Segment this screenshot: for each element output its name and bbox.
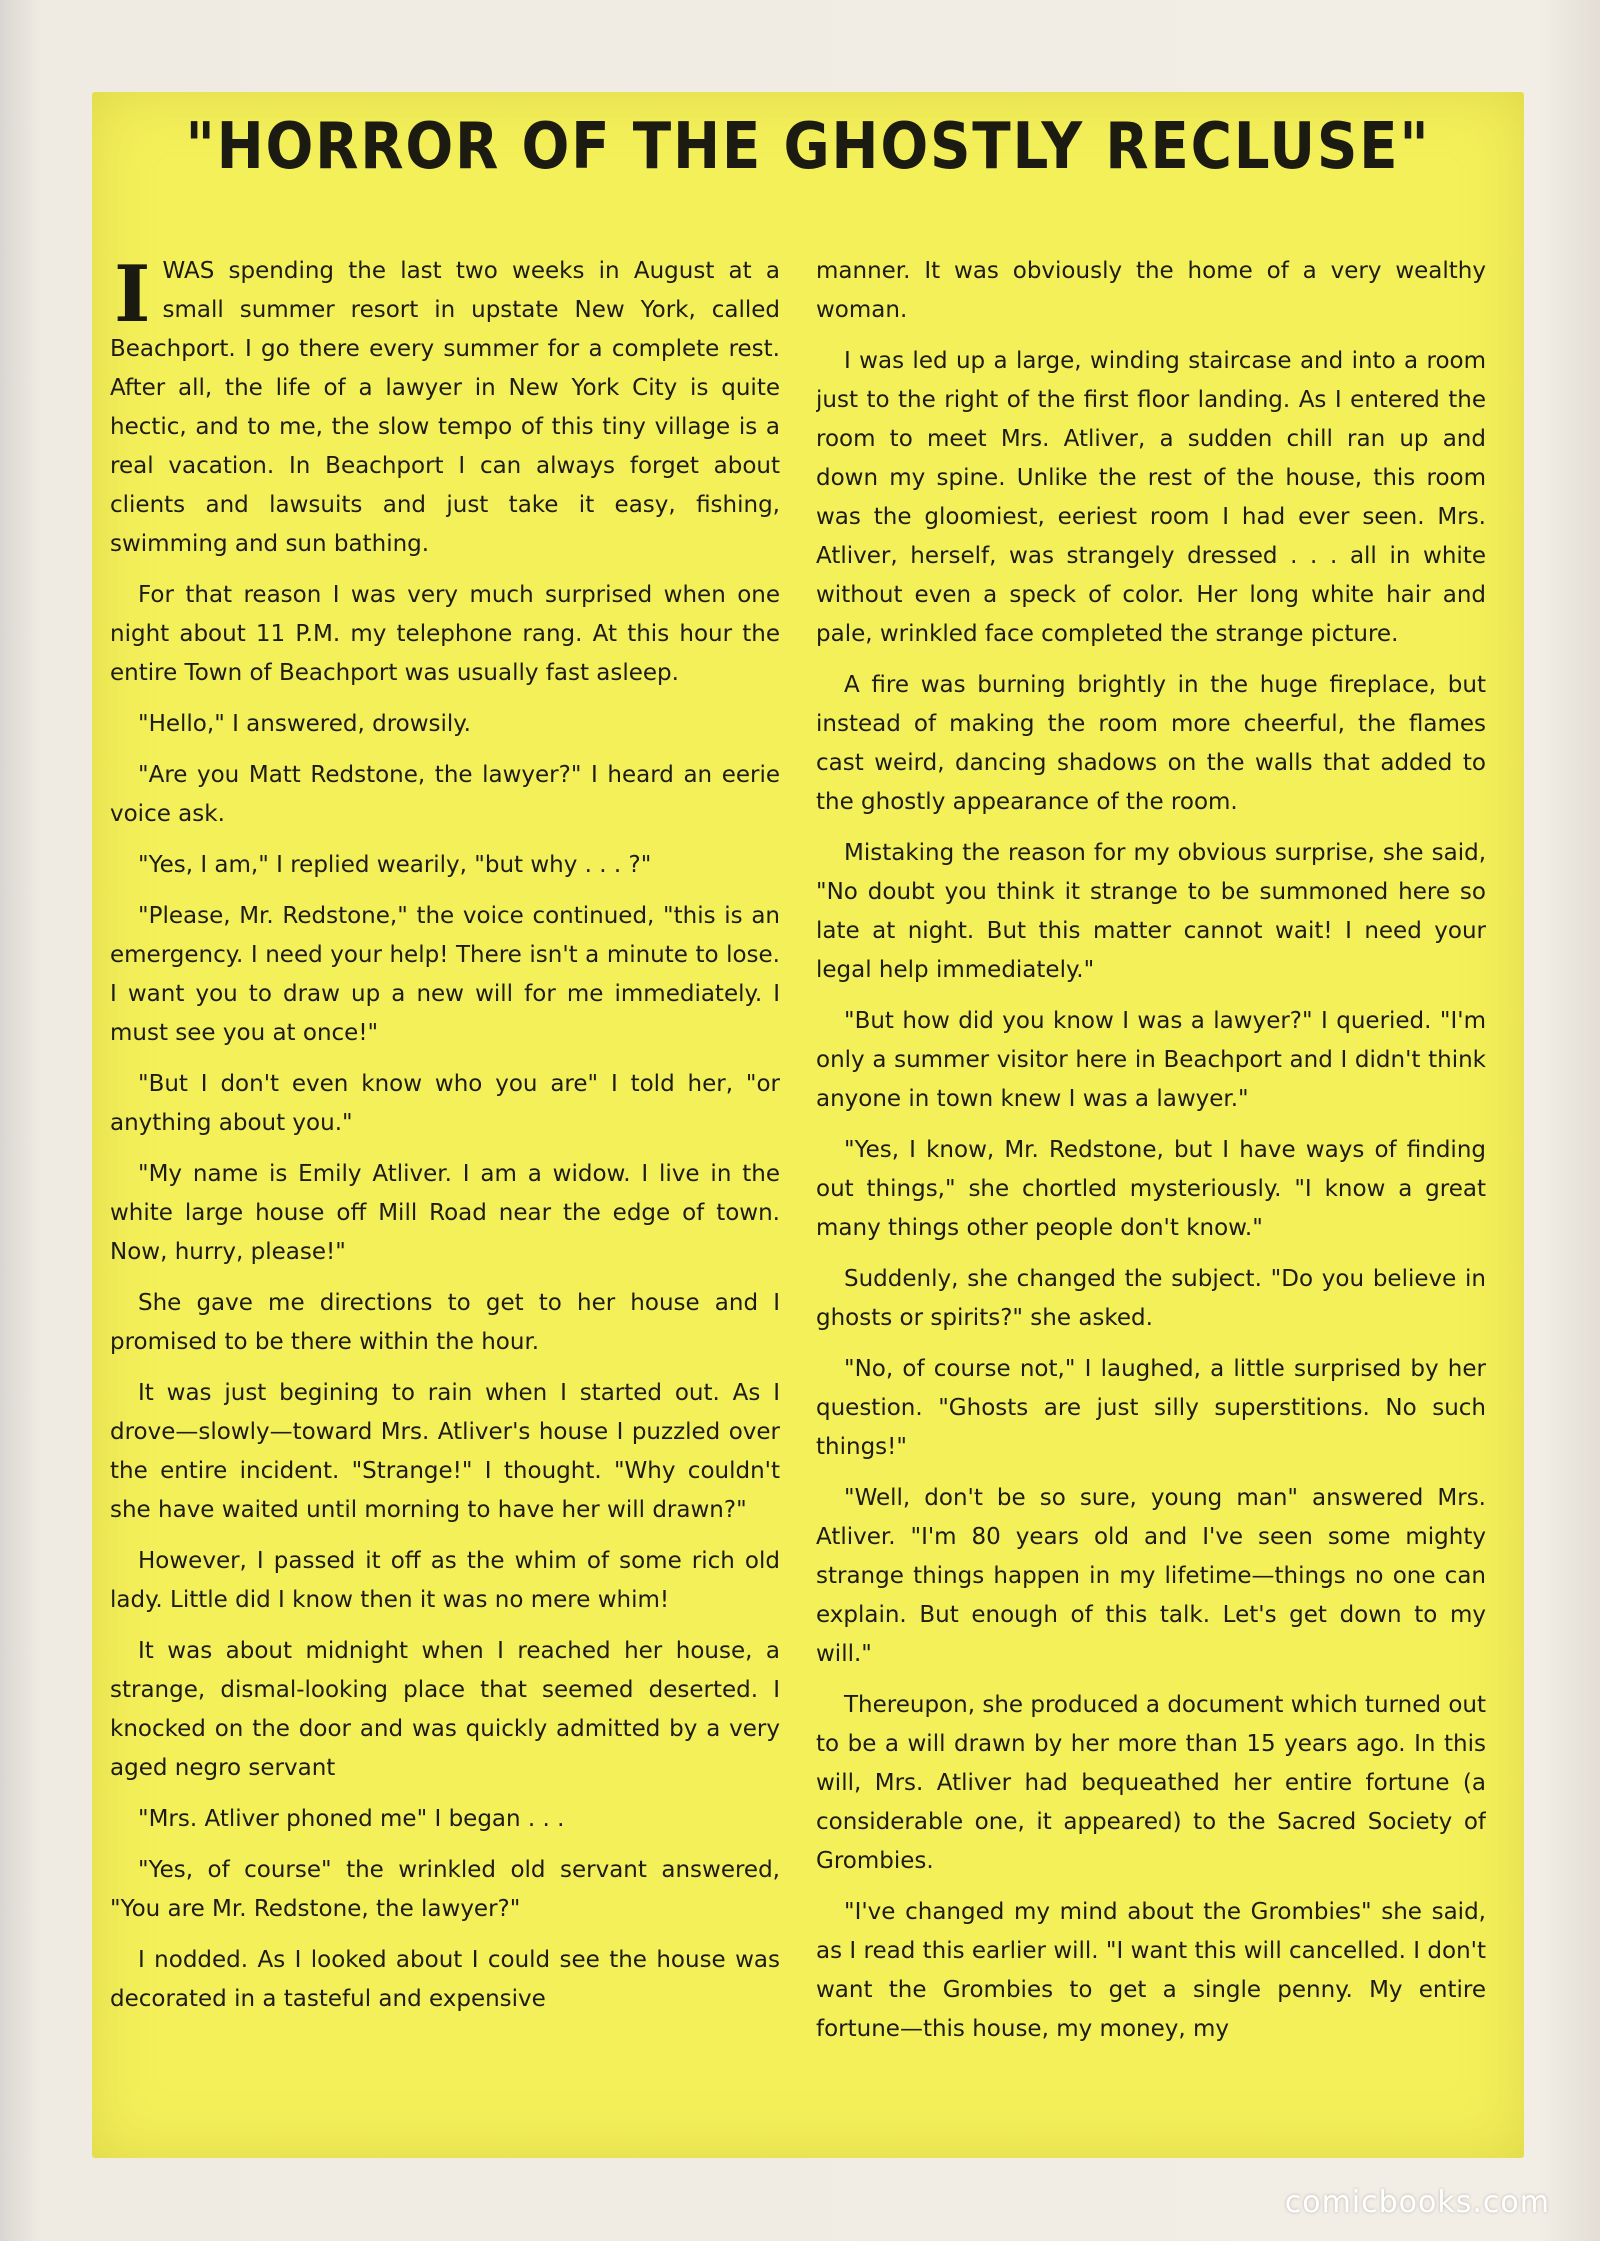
story-paragraph: "Please, Mr. Redstone," the voice continued, "this is an emergency. I need your help! There isn't a minute to lose. I want you to draw up a new will for me immediately. I must see you at once!" xyxy=(110,903,780,1046)
story-paragraph: "Mrs. Atliver phoned me" I began . . . xyxy=(138,1806,565,1832)
story-paragraph: I was led up a large, winding staircase and into a room just to the right of the first floor landing. As I entered the room to meet Mrs. Atliver, a sudden chill ran up and down my spine. Unlike the rest of the house, this room was the gloomiest, eeriest room I had ever seen. Mrs. Atliver, herself, was strangely dressed . . . all in white without even a speck of color. Her long white hair and pale, wrinkled face completed the strange picture. xyxy=(816,348,1486,647)
watermark-text: comicbooks.com xyxy=(1284,2185,1550,2220)
story-paragraph: Mistaking the reason for my obvious surprise, she said, "No doubt you think it strange to be summoned here so late at night. But this matter cannot wait! I need your legal help immediately." xyxy=(816,840,1486,983)
left-paragraphs xyxy=(110,576,780,2019)
left-column xyxy=(110,252,780,2142)
first-paragraph xyxy=(110,252,780,564)
story-paragraph: "No, of course not," I laughed, a little surprised by her question. "Ghosts are just silly superstitions. No such things!" xyxy=(816,1356,1486,1460)
story-paragraph: "Hello," I answered, drowsily. xyxy=(138,711,471,737)
story-paragraph: It was just begining to rain when I started out. As I drove—slowly—toward Mrs. Atliver's house I puzzled over the entire incident. "Strange!" I thought. "Why couldn't she have waited until morning to have her will drawn?" xyxy=(110,1380,780,1523)
story-paragraph: "Yes, of course" the wrinkled old servant answered, "You are Mr. Redstone, the lawyer?" xyxy=(110,1857,780,1922)
drop-cap: I xyxy=(114,252,151,340)
story-paragraph: "But how did you know I was a lawyer?" I queried. "I'm only a summer visitor here in Beachport and I didn't think anyone in town knew I was a lawyer." xyxy=(816,1008,1486,1112)
story-paragraph: It was about midnight when I reached her house, a strange, dismal-looking place that seemed deserted. I knocked on the door and was quickly admitted by a very aged negro servant xyxy=(110,1638,780,1781)
continued-paragraph: manner. It was obviously the home of a very wealthy woman. xyxy=(816,258,1486,323)
story-paragraph: "My name is Emily Atliver. I am a widow. I live in the white large house off Mill Road near the edge of town. Now, hurry, please!" xyxy=(110,1161,780,1265)
story-paragraph: A fire was burning brightly in the huge fireplace, but instead of making the room more cheerful, the flames cast weird, dancing shadows on the walls that added to the ghostly appearance of the room. xyxy=(816,672,1486,815)
story-paragraph: However, I passed it off as the whim of some rich old lady. Little did I know then it was no mere whim! xyxy=(110,1548,780,1613)
story-paragraph: "Yes, I am," I replied wearily, "but why . . . ?" xyxy=(138,852,652,878)
story-title: "HORROR OF THE GHOSTLY RECLUSE" xyxy=(185,110,1431,184)
right-paragraphs xyxy=(816,342,1486,2049)
story-paragraph: "Well, don't be so sure, young man" answered Mrs. Atliver. "I'm 80 years old and I've seen some mighty strange things happen in my lifetime—things no one can explain. But enough of this talk. Let's get down to my will." xyxy=(816,1485,1486,1667)
story-paragraph: "Yes, I know, Mr. Redstone, but I have ways of finding out things," she chortled mysteriously. "I know a great many things other people don't know." xyxy=(816,1137,1486,1241)
story-paragraph: She gave me directions to get to her house and I promised to be there within the hour. xyxy=(110,1290,780,1355)
story-paragraph: I nodded. As I looked about I could see the house was decorated in a tasteful and expensive xyxy=(110,1947,780,2012)
story-paragraph: Suddenly, she changed the subject. "Do you believe in ghosts or spirits?" she asked. xyxy=(816,1266,1486,1331)
story-paragraph: "Are you Matt Redstone, the lawyer?" I heard an eerie voice ask. xyxy=(110,762,780,827)
first-paragraph-text: WAS spending the last two weeks in August at a small summer resort in upstate New York, called Beachport. I go there every summer for a complete rest. After all, the life of a lawyer in New York City is quite hectic, and to me, the slow tempo of this tiny village is a real vacation. In Beachport I can always forget about clients and lawsuits and just take it easy, fishing, swimming and sun bathing. xyxy=(110,258,780,557)
story-paragraph: For that reason I was very much surprised when one night about 11 P.M. my telephone rang. At this hour the entire Town of Beachport was usually fast asleep. xyxy=(110,582,780,686)
story-paragraph: "I've changed my mind about the Grombies" she said, as I read this earlier will. "I want this will cancelled. I don't want the Grombies to get a single penny. My entire fortune—this house, my money, my xyxy=(816,1899,1486,2042)
story-paragraph: Thereupon, she produced a document which turned out to be a will drawn by her more than 15 years ago. In this will, Mrs. Atliver had bequeathed her entire fortune (a considerable one, it appeared) to the Sacred Society of Grombies. xyxy=(816,1692,1486,1874)
story-paragraph: "But I don't even know who you are" I told her, "or anything about you." xyxy=(110,1071,780,1136)
right-column xyxy=(816,252,1486,2142)
